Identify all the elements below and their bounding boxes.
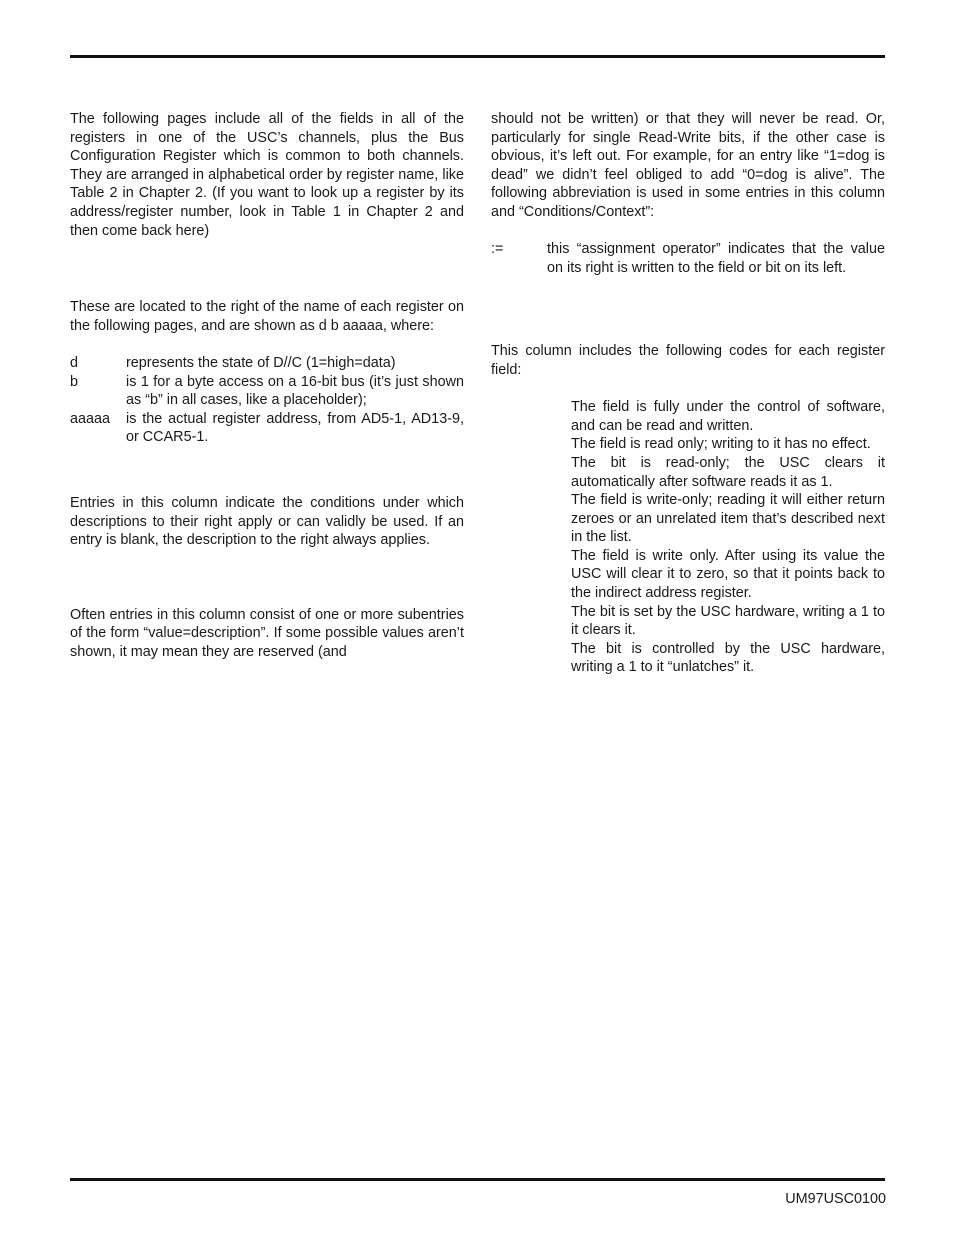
- left-column: [70, 110, 464, 661]
- document-id: UM97USC0100: [785, 1191, 886, 1207]
- code-entry: The bit is controlled by the USC hardware, writing a 1 to it “unlatches” it.: [571, 640, 885, 676]
- code-entry: The field is write-only; reading it will either return zeroes or an unrelated item that’s described next in the list.: [571, 492, 885, 546]
- address-def-d: [70, 354, 464, 373]
- code-entry: The field is fully under the control of software, and can be read and written.: [571, 399, 885, 434]
- address-def-aaaaa: [70, 410, 464, 447]
- def-term: aaaaa: [70, 410, 111, 427]
- codes-list: [571, 398, 885, 677]
- code-entry: The bit is read-only; the USC clears it automatically after software reads it as 1.: [571, 454, 885, 490]
- description-paragraph: Often entries in this column consist of one or more subentries of the form “value=description”. If some possible values aren’t shown, it may mean they are reserved (and: [70, 606, 464, 660]
- conditions-paragraph: Entries in this column indicate the conditions under which descriptions to their right apply or can validly be used. If an entry is blank, the description to the right always applies.: [70, 494, 464, 549]
- code-entry: The bit is set by the USC hardware, writing a 1 to it clears it.: [571, 603, 885, 639]
- address-paragraph: These are located to the right of the name of each register on the following pages, and are shown as d b aaaaa, where:: [70, 299, 464, 334]
- continued-paragraph: should not be written) or that they will never be read. Or, particularly for single Read-Write bits, if the other case is obvious, it’s left out. For example, for an entry like “1=dog is dead” we didn’t feel obliged to add “0=dog is alive”. The following abbreviation is used in some entries in this column and “Conditions/Context”:: [491, 111, 885, 220]
- code-entry: The field is write only. After using its value the USC will clear it to zero, so that it points back to the indirect address register.: [571, 547, 885, 602]
- code-entry: The field is read only; writing to it has no effect.: [571, 436, 871, 453]
- codes-paragraph: This column includes the following codes for each register field:: [491, 343, 885, 378]
- def-desc: represents the state of D//C (1=high=data): [126, 354, 396, 371]
- assignment-operator-def: [491, 240, 885, 277]
- def-term: b: [70, 373, 79, 390]
- def-desc: is 1 for a byte access on a 16-bit bus (it’s just shown as “b” in all cases, like a placeholder);: [126, 373, 464, 409]
- right-column: [491, 110, 885, 677]
- def-term: :=: [491, 241, 504, 258]
- address-def-b: [70, 373, 464, 410]
- def-desc: this “assignment operator” indicates that the value on its right is written to the field or bit on its left.: [547, 241, 885, 276]
- def-term: d: [70, 354, 79, 371]
- def-desc: is the actual register address, from AD5-1, AD13-9, or CCAR5-1.: [126, 410, 464, 446]
- header-rule: [70, 55, 885, 58]
- intro-paragraph: The following pages include all of the fields in all of the registers in one of the USC’s channels, plus the Bus Configuration Register which is common to both channels. They are arranged in alphabetical order by register name, like Table 2 in Chapter 2. (If you want to look up a register by its address/register number, look in Table 1 in Chapter 2 and then come back here): [70, 111, 464, 239]
- footer-rule: [70, 1178, 885, 1181]
